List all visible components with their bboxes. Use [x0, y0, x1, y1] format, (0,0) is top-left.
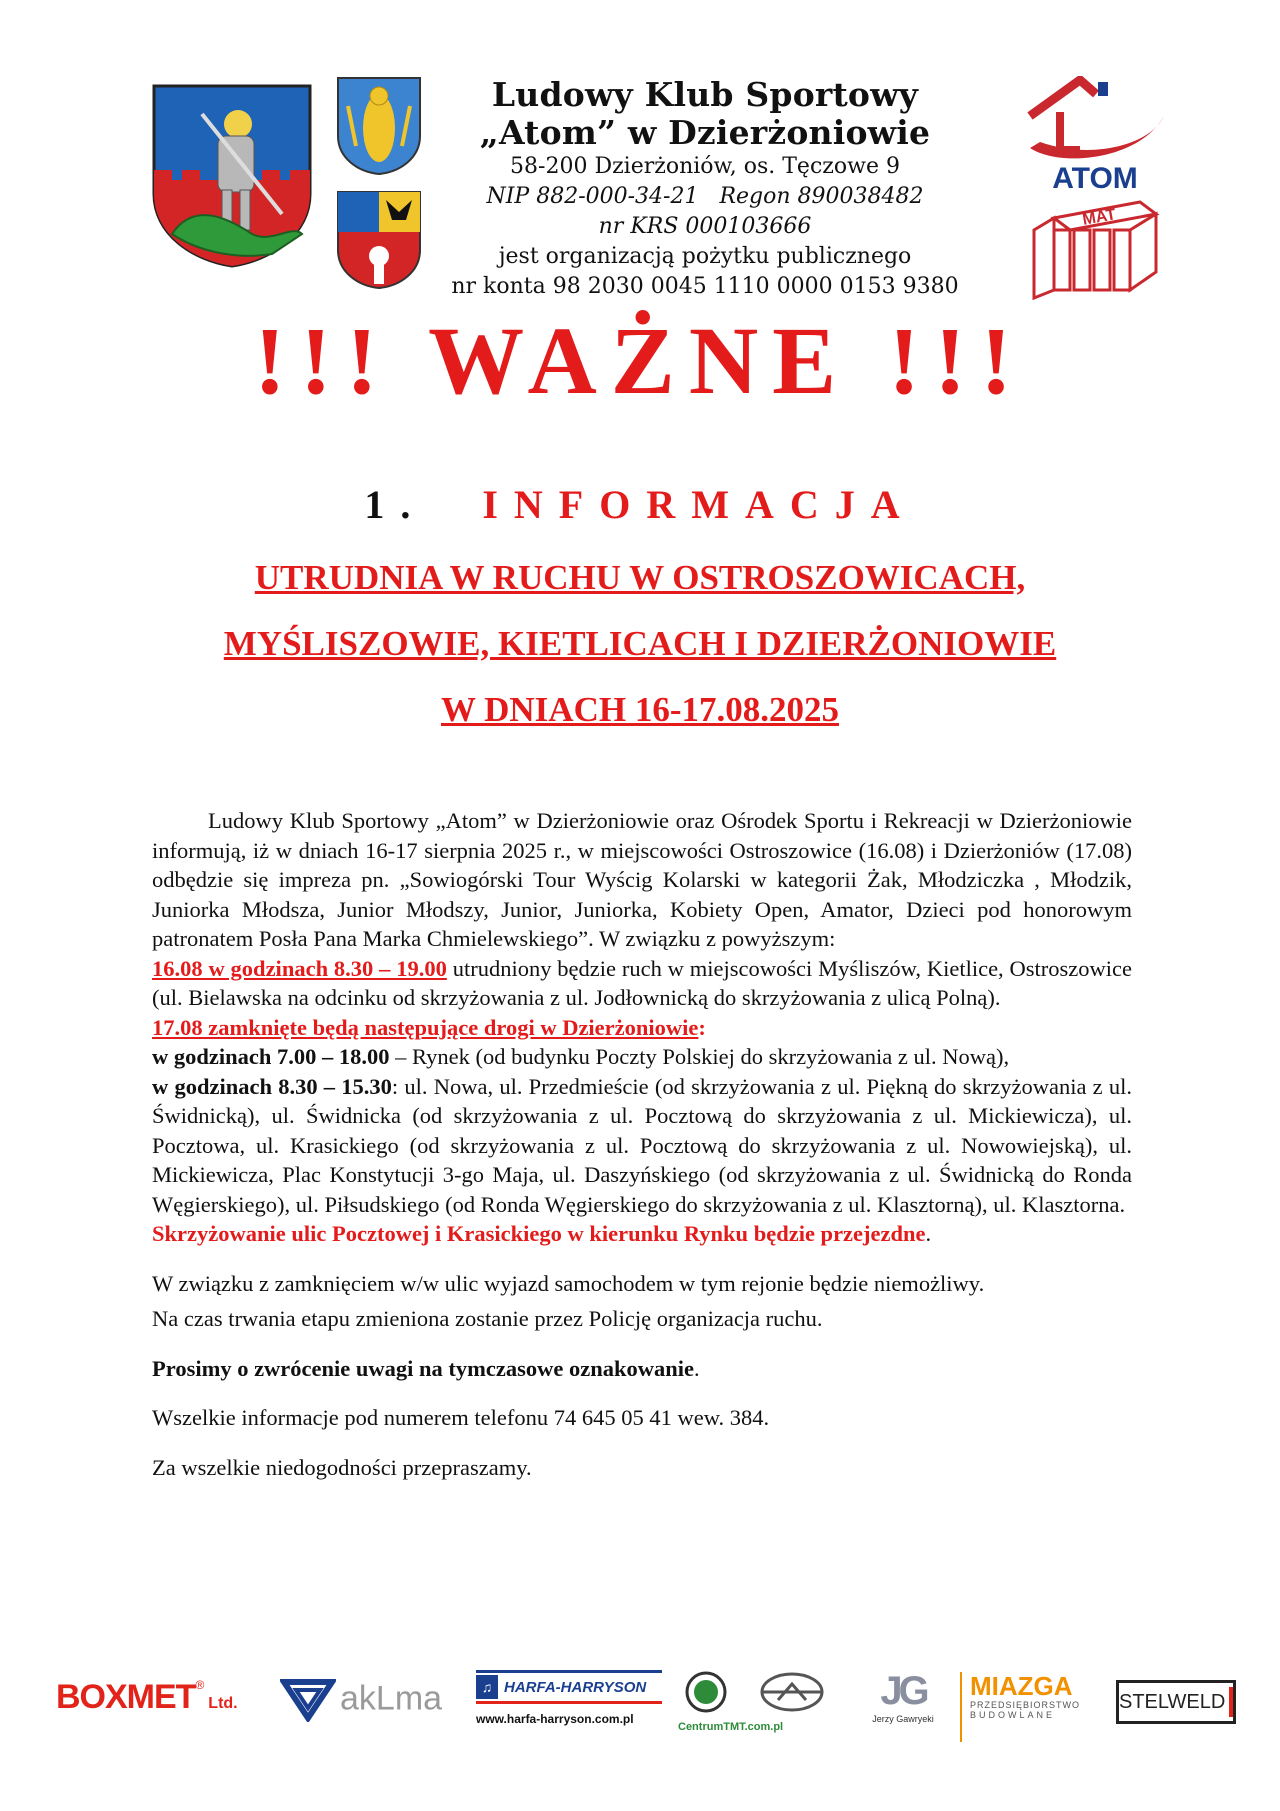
- car-brands-icon: [678, 1670, 828, 1714]
- centrum-tmt-text: CentrumTMT.com.pl: [678, 1721, 784, 1733]
- sponsor-centrum-tmt: [678, 1670, 838, 1740]
- harfa-icon: ♫: [476, 1675, 498, 1699]
- miazga-sub1: PRZEDSIĘBIORSTWO: [970, 1700, 1081, 1710]
- sponsors-bar: [56, 1666, 1236, 1746]
- club-header: [440, 76, 970, 302]
- club-opp-status: jest organizacją pożytku publicznego: [498, 244, 912, 269]
- hours1-text: – Rynek (od budynku Poczty Polskiej do skrzyżowania z ul. Nową),: [389, 1044, 1010, 1069]
- day2-heading: [152, 1013, 1132, 1043]
- club-address: 58-200 Dzierżoniów, os. Tęczowe 9: [510, 154, 900, 179]
- information-number: 1.: [364, 482, 427, 527]
- information-word: INFORMACJA: [482, 482, 916, 527]
- mat-logo-text: MAT: [1081, 206, 1118, 229]
- day1-label: 16.08 w godzinach 8.30 – 19.00: [152, 955, 447, 981]
- sponsor-jg: [860, 1668, 946, 1742]
- club-bank-account: nr konta 98 2030 0045 1110 0000 0153 9380: [451, 274, 959, 299]
- miazga-sub2: BUDOWLANE: [970, 1710, 1056, 1720]
- intro-paragraph: Ludowy Klub Sportowy „Atom” w Dzierżoniowie oraz Ośrodek Sportu i Rekreacji w Dzierżoniowie informują, iż w dniach 16-17 sierpnia 2025 r., w miejscowości Ostroszowice (16.08) i Dzierżoniów (17.08) odbędzie się impreza pn. „Sowiogórski Tour Wyścig Kolarski w kategorii Żak, Młodziczka , Młodzik, Juniorka Młodsza, Junior Młodszy, Junior, Juniorka, Kobiety Open, Amator, Dzieci pod honorowym patronatem Posła Pana Marka Chmielewskiego”. W związku z powyższym:: [152, 808, 1132, 951]
- madonna-coat-of-arms: [336, 76, 422, 176]
- crossing-text: Skrzyżowanie ulic Pocztowej i Krasickiego w kierunku Rynku będzie przejezdne: [152, 1221, 926, 1246]
- sponsor-harfa-harryson: [476, 1670, 662, 1740]
- harfa-url: www.harfa-harryson.com.pl: [476, 1712, 634, 1726]
- atom-logo: [1020, 76, 1170, 192]
- club-nip-regon: NIP 882-000-34-21 Regon 890038482: [486, 184, 924, 209]
- harfa-logo-text: HARFA-HARRYSON: [504, 1678, 647, 1696]
- important-headline: !!! WAŻNE !!!: [253, 307, 1027, 414]
- attention-text: Prosimy o zwrócenie uwagi na tymczasowe oznakowanie: [152, 1355, 695, 1381]
- mat-logo: [1030, 200, 1160, 300]
- jg-caption: Jerzy Gawryeki: [872, 1714, 934, 1724]
- eagle-coat-of-arms: [336, 190, 422, 290]
- crossing-end: .: [925, 1221, 932, 1246]
- information-heading: [0, 480, 1280, 530]
- subheading-line-2: MYŚLISZOWIE, KIETLICACH I DZIERŻONIOWIE: [223, 624, 1057, 663]
- stelweld-red-bar: [1229, 1687, 1233, 1717]
- closure-paragraph: W związku z zamknięciem w/w ulic wyjazd samochodem w tym rejonie będzie niemożliwy.: [152, 1270, 985, 1296]
- attention-end: .: [694, 1355, 700, 1381]
- phone-paragraph: Wszelkie informacje pod numerem telefonu 74 645 05 41 wew. 384.: [152, 1405, 770, 1430]
- sponsor-miazga: [960, 1672, 1110, 1742]
- sponsor-boxmet: [56, 1678, 266, 1738]
- day1-text: utrudniony będzie ruch w miejscowości Myśliszów, Kietlice, Ostroszowice (ul. Bielawska na odcinku od skrzyżowania z ul. Jodłownicką do skrzyżowania z ulicą Polną).: [152, 955, 1132, 1010]
- stelweld-logo-text: STELWELD: [1119, 1690, 1226, 1713]
- club-name-line2: „Atom” w Dzierżoniowie: [479, 113, 931, 152]
- day1-paragraph: [152, 954, 1132, 1013]
- akima-logo-text: akLma: [340, 1679, 443, 1718]
- sponsor-akima: [280, 1676, 470, 1736]
- subheading-dates: W DNIACH 16-17.08.2025: [441, 690, 839, 729]
- hours2-paragraph: [152, 1072, 1132, 1220]
- hours1-paragraph: [152, 1042, 1132, 1072]
- subheading-line-1: UTRUDNIA W RUCHU W OSTROSZOWICACH,: [254, 558, 1026, 597]
- club-krs: nr KRS 000103666: [598, 214, 812, 239]
- club-name-line1: Ludowy Klub Sportowy: [491, 75, 919, 114]
- miazga-logo-text: MIAZGA: [970, 1671, 1073, 1701]
- boxmet-registered-mark: ®: [195, 1678, 205, 1692]
- jg-logo-text: JG: [880, 1669, 926, 1713]
- hours1-label: w godzinach 7.00 – 18.00: [152, 1044, 390, 1069]
- hours2-text: : ul. Nowa, ul. Przedmieście (od skrzyżowania z ul. Piękną do skrzyżowania z ul. Świdnicką), ul. Świdnicka (od skrzyżowania z ul. Pocztową do skrzyżowania z ul. Mickiewicza), ul. Pocztowa, ul. Krasickiego (od skrzyżowania z ul. Pocztową do skrzyżowania z ul. Nowowiejską), ul. Mickiewicza, Plac Konstytucji 3-go Maja, ul. Daszyńskiego (od skrzyżowania z ul. Świdnicką do Ronda Węgierskiego), ul. Piłsudskiego (od Ronda Węgierskiego do skrzyżowania z ul. Klasztorną), ul. Klasztorna.: [152, 1073, 1132, 1217]
- day2-label: 17.08 zamknięte będą następujące drogi w Dzierżoniowie: [152, 1014, 699, 1040]
- crossing-paragraph: [152, 1219, 1132, 1249]
- police-paragraph: Na czas trwania etapu zmieniona zostanie przez Policję organizacja ruchu.: [152, 1306, 823, 1331]
- day2-colon: :: [698, 1014, 706, 1040]
- sponsor-stelweld: [1116, 1680, 1236, 1724]
- announcement-body: [152, 806, 1132, 1482]
- apology-paragraph: Za wszelkie niedogodności przepraszamy.: [152, 1454, 532, 1480]
- boxmet-logo-text: BOXMET: [56, 1678, 196, 1716]
- attention-paragraph: [152, 1354, 1132, 1384]
- dzierzoniow-coat-of-arms: [152, 84, 312, 268]
- akima-mark-icon: [280, 1676, 336, 1722]
- boxmet-ltd-text: Ltd.: [208, 1695, 238, 1712]
- hours2-label: w godzinach 8.30 – 15.30: [152, 1073, 392, 1099]
- atom-logo-text: ATOM: [1052, 162, 1138, 192]
